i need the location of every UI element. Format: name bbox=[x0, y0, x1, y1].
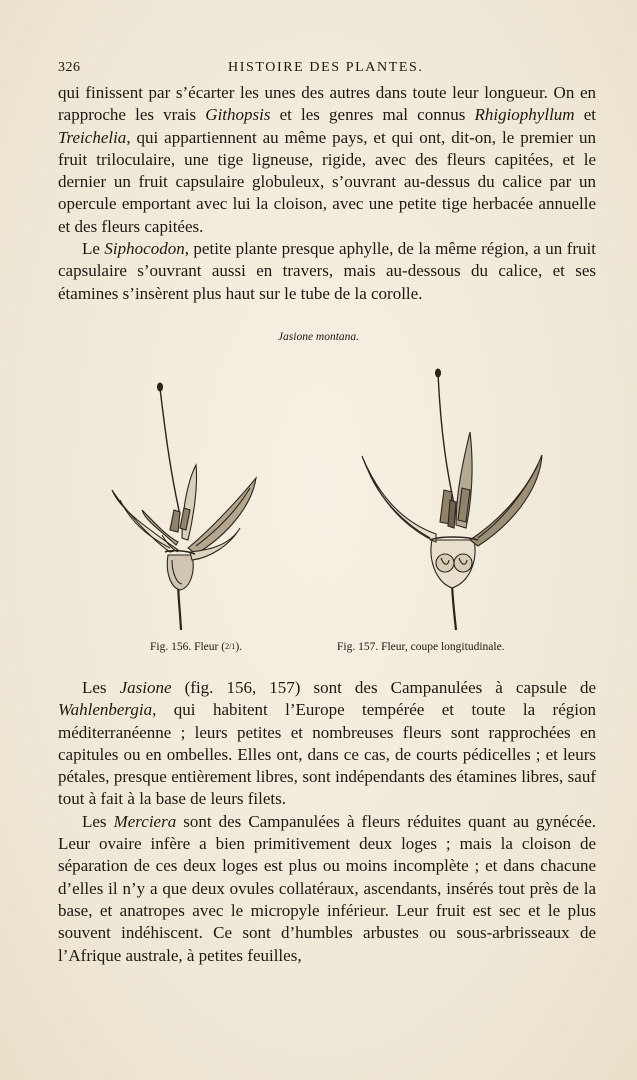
genus-name: Wahlenbergia bbox=[58, 700, 153, 720]
text-block-top bbox=[58, 82, 596, 305]
paragraph-siphocodon bbox=[58, 238, 596, 305]
text-run: qui finissent par s’écarter les unes des autres dans toute leur longueur. On en rapproche les vrais bbox=[58, 83, 596, 125]
text-run: , petite plante presque aphylle, de la même région, a un fruit capsulaire s’ouvrant aussi en travers, mais au-dessous du calice, et ses étamines s’insèrent plus haut sur le tube de la corolle. bbox=[58, 239, 597, 303]
genus-name: Jasione bbox=[119, 678, 172, 697]
text-run: Les bbox=[82, 811, 114, 831]
fig156-caption bbox=[150, 641, 242, 653]
jasione-illustration bbox=[0, 360, 637, 640]
genus-name: Siphocodon bbox=[104, 239, 185, 259]
figure-title: Jasione montana. bbox=[277, 331, 360, 343]
fig156-caption-suffix: ). bbox=[235, 641, 243, 653]
text-run: sont des Campanulées à fleurs réduites quant au gynécée. Leur ovaire infère a bien primitivement deux loges ; mais la cloison de séparation de ces deux loges est plus ou moins incomplète ; et dans chacune d’elles il n’y a que deux ovules collatéraux, ascendants, insérés tout près de la base, et anatropes avec le micropyle inférieur. Leur fruit est sec et le plus souvent indéhiscent. Ce sont d’humbles arbustes ou sous-arbrisseaux de l’Afrique australe, à petites feuilles, bbox=[58, 811, 596, 965]
paragraph-githopsis bbox=[58, 82, 596, 238]
paragraph-merciera bbox=[58, 811, 596, 967]
text-run: Le bbox=[82, 239, 105, 259]
genus-name: Treichelia bbox=[58, 127, 127, 147]
text-run: (fig. 156, 157) sont des Campanulées à capsule de bbox=[171, 678, 597, 697]
fig157-caption: Fig. 157. Fleur, coupe longitudinale. bbox=[337, 641, 505, 653]
genus-name: Githopsis bbox=[205, 105, 271, 125]
fig156-flower-drawing bbox=[112, 383, 256, 630]
running-head bbox=[58, 60, 596, 82]
text-block-bottom bbox=[58, 677, 596, 967]
genus-name: Rhigiophyllum bbox=[474, 105, 575, 125]
fig156-caption-text: Fig. 156. Fleur ( bbox=[150, 641, 226, 653]
running-title: HISTOIRE DES PLANTES. bbox=[228, 60, 424, 75]
text-run: et bbox=[574, 105, 596, 125]
text-run: Les bbox=[82, 678, 120, 697]
text-run: , qui habitent l’Europe tempérée et toute la région méditerranéenne ; leurs petites et nombreuses fleurs sont rapprochées en capitules ou en ombelles. Elles ont, dans ce cas, de courts pédicelles ; et leurs pétales, presque entièrement libres, sont indépendants des étamines libres, sauf tout à fait à la base de leurs filets. bbox=[58, 700, 596, 809]
genus-name: Merciera bbox=[113, 811, 177, 831]
fig156-scale-fraction: 2/1 bbox=[225, 642, 236, 651]
fig157-section-drawing bbox=[362, 369, 542, 630]
page-number: 326 bbox=[58, 60, 81, 75]
paragraph-jasione bbox=[58, 677, 596, 811]
text-run: et les genres mal connus bbox=[270, 105, 475, 125]
text-run: , qui appartiennent au même pays, et qui ont, dit-on, le premier un fruit triloculaire, une tige ligneuse, rigide, avec des fleurs capitées, et le dernier un fruit capsulaire globuleux, s’ouvrant au-dessus du calice par un opercule emportant avec lui la cloison, avec une petite tige herbacée annuelle et des fleurs capitées. bbox=[58, 127, 596, 236]
